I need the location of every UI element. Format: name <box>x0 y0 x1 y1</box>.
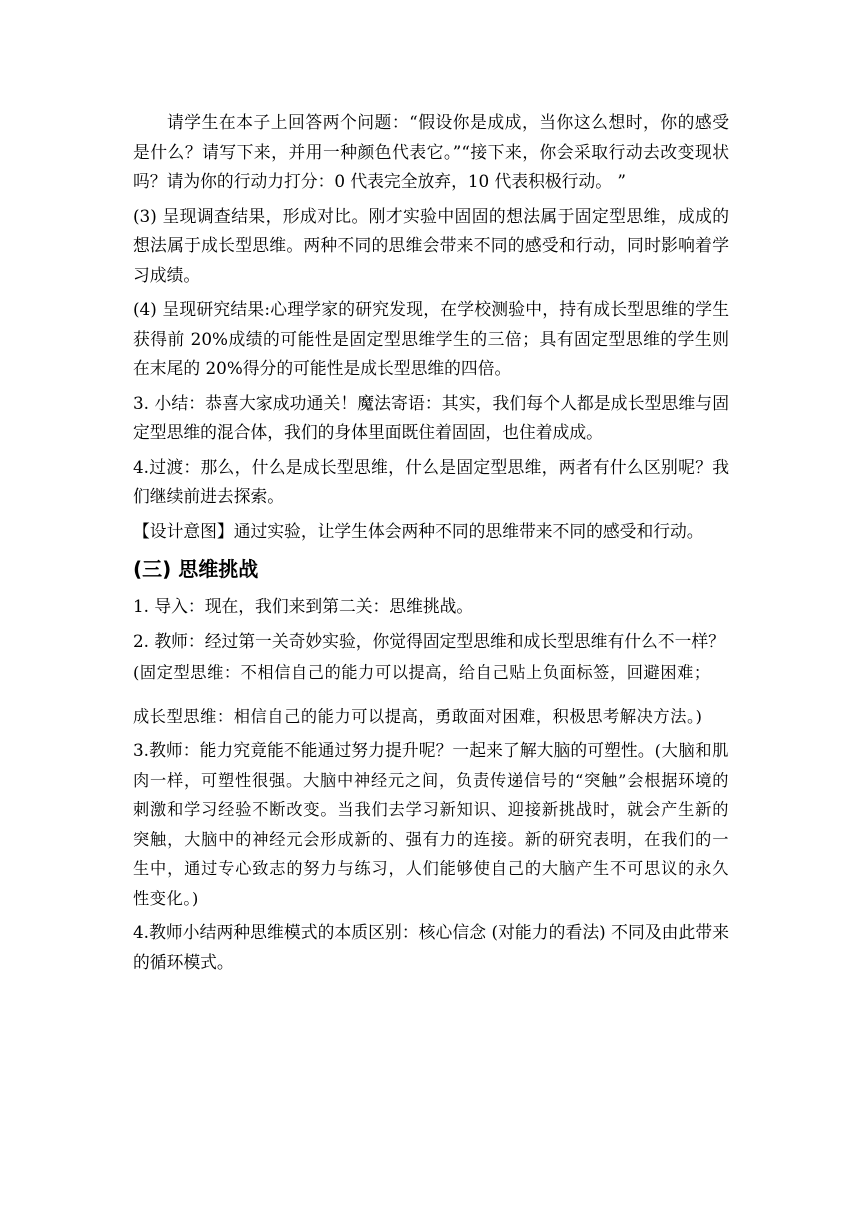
document-body <box>133 108 729 977</box>
brain-plasticity-paragraph <box>133 736 729 913</box>
brain-plasticity-question: 3.教师：能力究竟能不能通过努力提升呢？一起来了解大脑的可塑性。 <box>133 740 655 760</box>
growth-mindset-note: 成长型思维：相信自己的能力可以提高，勇敢面对困难，积极思考解决方法。) <box>133 706 703 726</box>
fixed-mindset-note: (固定型思维：不相信自己的能力可以提高，给自己贴上负面标签，回避困难； <box>133 663 711 682</box>
intro-paragraph: 1. 导入：现在，我们来到第二关：思维挑战。 <box>133 596 474 616</box>
brain-plasticity-explanation: (大脑和肌肉一样，可塑性很强。大脑中神经元之间，负责传递信号的“突触”会根据环境的刺激和学习经验不断改变。当我们去学习新知识、迎接新挑战时，就会产生新的突触，大脑中的神经元会形成新的、强有力的连接。新的研究表明，在我们的一生中，通过专心致志的努力与练习，人们能够使自己的大脑产生不可思议的永久性变化。) <box>133 741 729 908</box>
design-intent-paragraph: 【设计意图】通过实验，让学生体会两种不同的思维带来不同的感受和行动。 <box>133 520 704 541</box>
summary-paragraph: 3. 小结：恭喜大家成功通关！魔法寄语：其实，我们每个人都是成长型思维与固定型思维的混合体，我们的身体里面既住着固固，也住着成成。 <box>133 392 729 442</box>
section-heading-thinking-challenge: (三) 思维挑战 <box>133 557 259 581</box>
teacher-summary-paragraph: 4.教师小结两种思维模式的本质区别：核心信念 (对能力的看法) 不同及由此带来的循环模式。 <box>133 922 729 972</box>
transition-paragraph: 4.过渡：那么，什么是成长型思维，什么是固定型思维，两者有什么区别呢？我们继续前进去探索。 <box>133 456 729 506</box>
student-questions-paragraph: 请学生在本子上回答两个问题：“假设你是成成，当你这么想时，你的感受是什么？请写下来，并用一种颜色代表它。”“接下来，你会采取行动去改变现状吗？请为你的行动力打分：0 代表完全放弃，10 代表积极行动。 ” <box>133 112 729 191</box>
research-results-paragraph: (4) 呈现研究结果:心理学家的研究发现，在学校测验中，持有成长型思维的学生获得前 20%成绩的可能性是固定型思维学生的三倍；具有固定型思维的学生则在末尾的 20%得分的可能性是成长型思维的四倍。 <box>133 299 729 378</box>
survey-results-paragraph: (3) 呈现调查结果，形成对比。刚才实验中固固的想法属于固定型思维，成成的想法属于成长型思维。两种不同的思维会带来不同的感受和行动，同时影响着学习成绩。 <box>133 205 729 285</box>
teacher-question-paragraph: 2. 教师：经过第一关奇妙实验，你觉得固定型思维和成长型思维有什么不一样？ <box>133 630 725 651</box>
